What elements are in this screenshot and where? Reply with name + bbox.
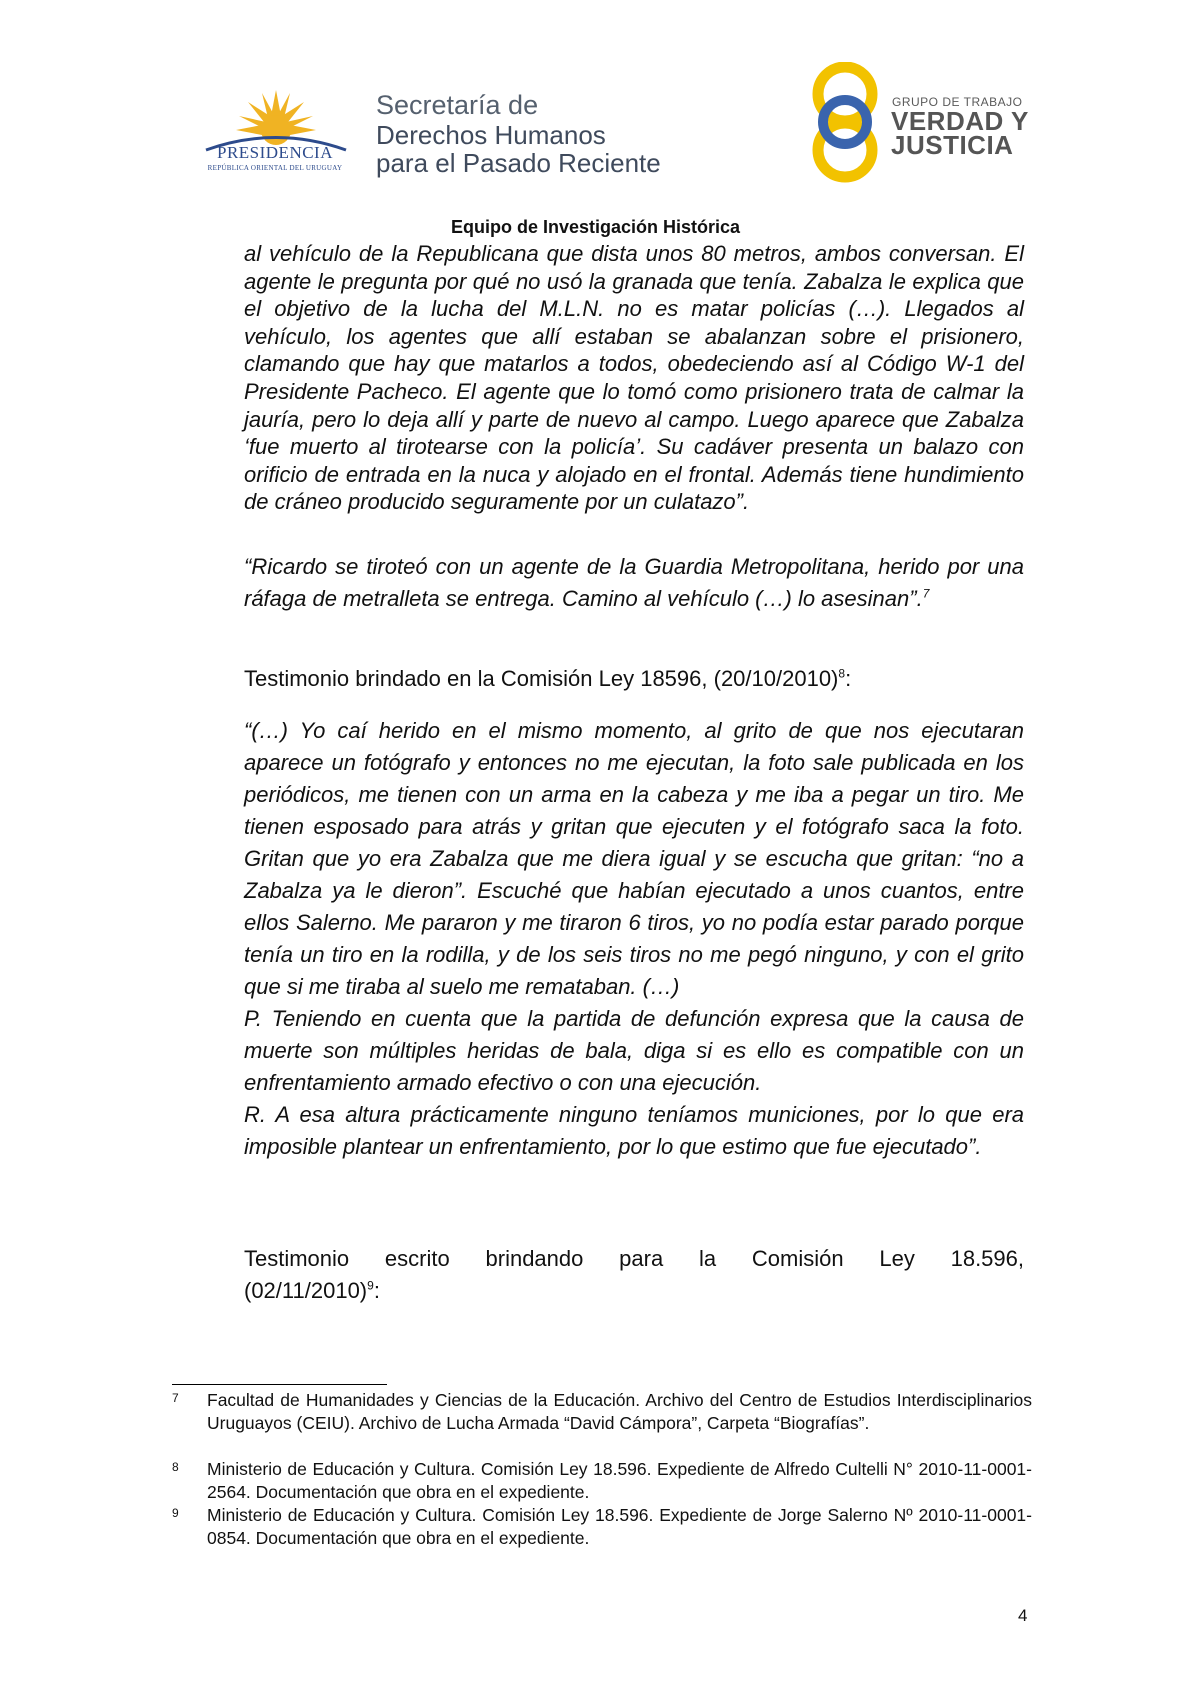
footnote-text: Ministerio de Educación y Cultura. Comisión Ley 18.596. Expediente de Alfredo Cultelli N° 2010-11-0001-2564. Documentación que obra en el expediente. — [207, 1459, 1032, 1502]
footnote-ref-9[interactable]: 9 — [367, 1278, 374, 1293]
footnote-ref-8[interactable]: 8 — [838, 666, 846, 681]
colon: : — [845, 666, 852, 691]
secretaria-logo-text — [376, 90, 661, 177]
testimony-quote-part-1: “(…) Yo caí herido en el mismo momento, al grito de que nos ejecutaran aparece un fotógrafo y entonces no me ejecutan, la foto sale publicada en los periódicos, me tienen con un arma en la cabeza y me iba a pegar un tiro. Me tienen esposado para atrás y gritan que ejecuten y el fotógrafo saca la foto. Gritan que yo era Zabalza que me diera igual y se escucha que gritan: “no a Zabalza ya le dieron”. Escuché que habían ejecutado a unos cuantos, entre ellos Salerno. Me pararon y me tiraron 6 tiros, yo no podía estar parado porque tenía un tiro en la rodilla, y de los seis tiros no me pegó ninguno, y con el grito que si me tiraba al suelo me remataban. (…) — [244, 718, 1024, 999]
testimony-answer: R. A esa altura prácticamente ninguno teníamos municiones, por lo que era imposible plantear un enfrentamiento, por lo que estimo que fue ejecutado”. — [244, 1102, 1024, 1159]
secretaria-line1: Secretaría de — [376, 90, 539, 120]
footnote-text: Facultad de Humanidades y Ciencias de la Educación. Archivo del Centro de Estudios Interdisciplinarios Uruguayos (CEIU). Archivo de Lucha Armada “David Cámpora”, Carpeta “Biografías”. — [207, 1390, 1032, 1433]
grupo-line1: GRUPO DE TRABAJO — [892, 95, 1023, 109]
team-heading: Equipo de Investigación Histórica — [450, 217, 741, 237]
testimony-question: P. Teniendo en cuenta que la partida de defunción expresa que la causa de muerte son múltiples heridas de bala, diga si es ello es compatible con un enfrentamiento armado efectivo o con una ejecución. — [244, 1006, 1024, 1095]
date-text: (02/11/2010) — [244, 1278, 368, 1303]
colon: : — [373, 1278, 380, 1303]
secretaria-line3: para el Pasado Reciente — [376, 148, 661, 178]
quote-paragraph-2 — [244, 551, 1024, 615]
presidencia-label: PRESIDENCIA — [216, 143, 333, 162]
footnote-divider — [172, 1384, 387, 1385]
presidencia-sub-label: REPÚBLICA ORIENTAL DEL URUGUAY — [207, 164, 343, 172]
grupo-line2: VERDAD Y — [891, 106, 1029, 136]
grupo-line3: JUSTICIA — [891, 130, 1014, 160]
secretaria-line2: Derechos Humanos — [376, 120, 606, 150]
testimony-heading-1 — [244, 666, 1024, 692]
footnote-7 — [172, 1389, 1032, 1435]
page-header — [0, 0, 1191, 237]
page-number: 4 — [1018, 1606, 1028, 1625]
footnote-number: 7 — [172, 1391, 179, 1405]
footnote-9 — [172, 1504, 1032, 1550]
footnote-number: 9 — [172, 1506, 179, 1520]
footnote-text: Ministerio de Educación y Cultura. Comisión Ley 18.596. Expediente de Jorge Salerno Nº 2010-11-0001-0854. Documentación que obra en el expediente. — [207, 1505, 1032, 1548]
quote-text: “Ricardo se tiroteó con un agente de la Guardia Metropolitana, herido por una ráfaga de metralleta se entrega. Camino al vehículo (…) lo asesinan”. — [244, 554, 1024, 611]
testimony-heading-text: Testimonio brindado en la Comisión Ley 18596, (20/10/2010) — [244, 666, 839, 691]
testimony-quote — [244, 715, 1024, 1163]
quote-paragraph-1: al vehículo de la Republicana que dista unos 80 metros, ambos conversan. El agente le pregunta por qué no usó la granada que tenía. Zabalza le explica que el objetivo de la lucha del M.L.N. no es matar policías (…). Llegados al vehículo, los agentes que allí estaban se abalanzan sobre el prisionero, clamando que hay que matarlos a todos, obedeciendo así al Código W-1 del Presidente Pacheco. El agente que lo tomó como prisionero trata de calmar la jauría, pero lo deja allí y parte de nuevo al campo. Luego aparece que Zabalza ‘fue muerto al tirotearse con la policía’. Su cadáver presenta un balazo con orificio de entrada en la nuca y alojado en el frontal. Además tiene hundimiento de cráneo producido seguramente por un culatazo”. — [244, 241, 1024, 515]
footnote-8 — [172, 1458, 1032, 1504]
footnote-ref-7[interactable]: 7 — [922, 586, 930, 601]
footnote-number: 8 — [172, 1460, 179, 1474]
testimony-heading-2-date — [244, 1275, 1024, 1307]
testimony-heading-2: Testimonio escrito brindando para la Comisión Ley 18.596, — [244, 1246, 1024, 1271]
